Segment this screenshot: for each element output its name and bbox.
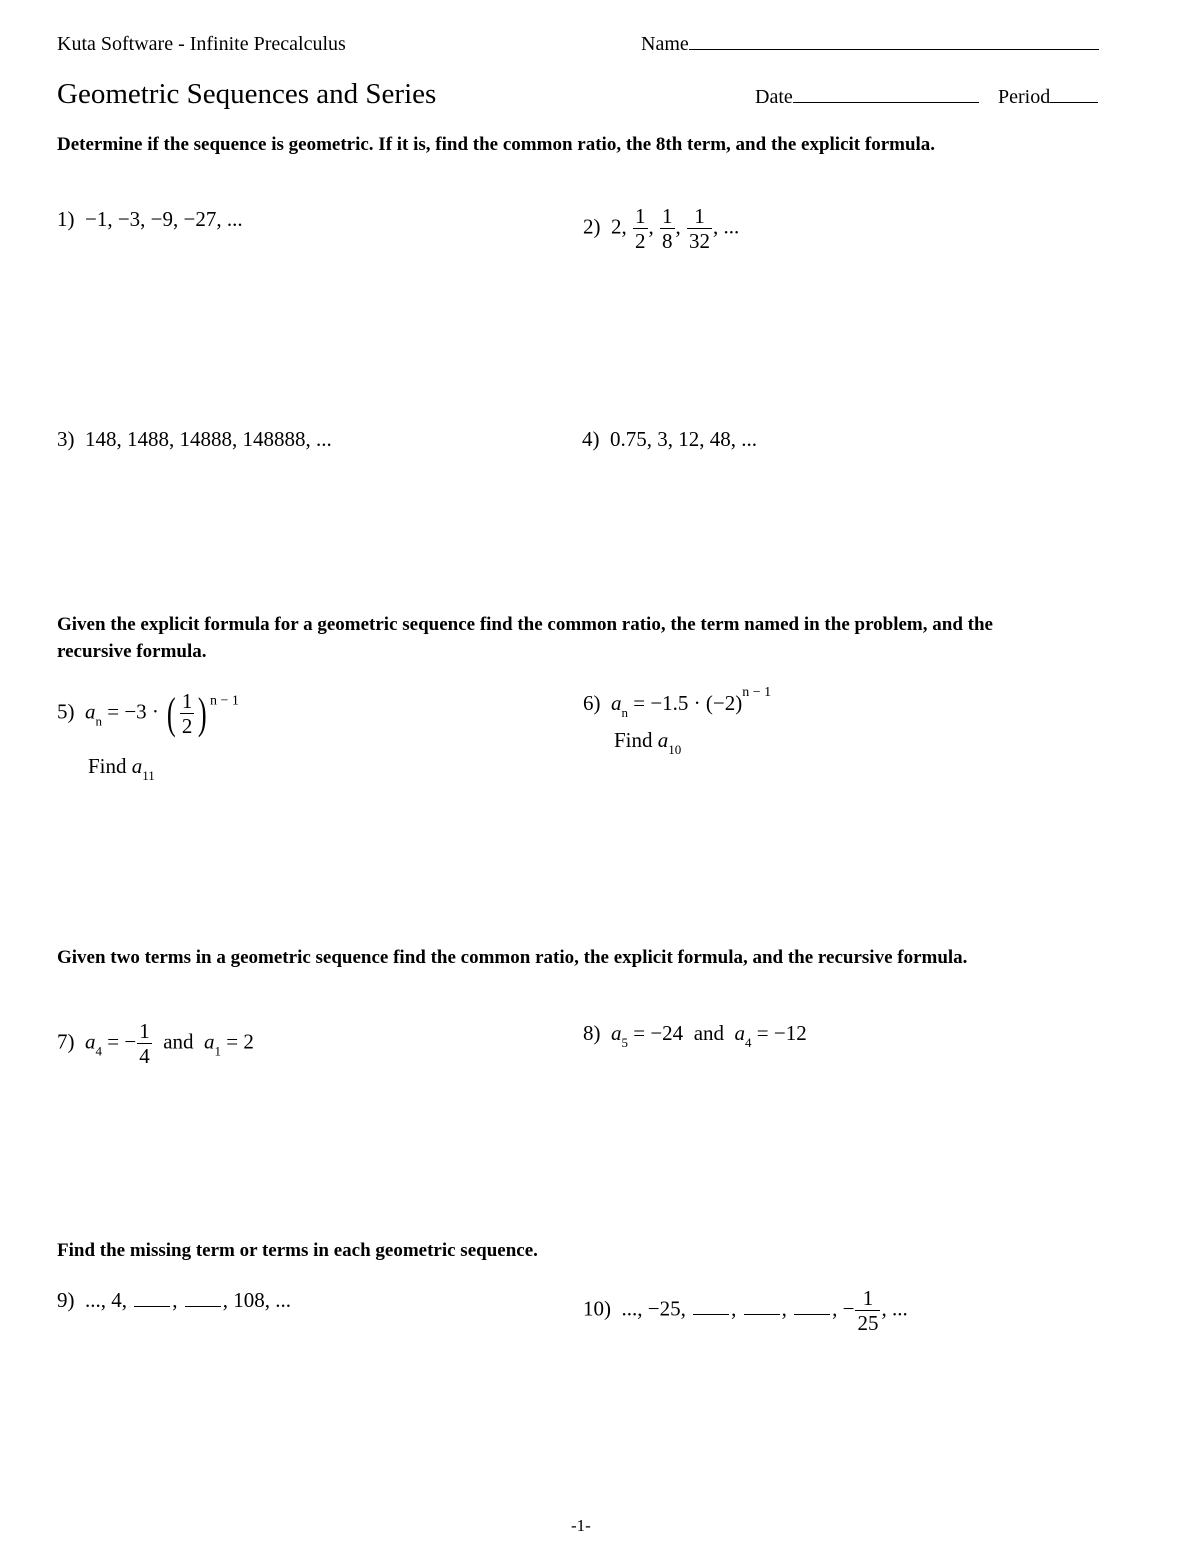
variable: a — [657, 728, 669, 752]
find-label: Find — [88, 754, 127, 778]
answer-blank[interactable] — [185, 1292, 221, 1307]
period-label: Period — [998, 86, 1051, 108]
problem-number: 5) — [57, 699, 75, 724]
problem-number: 9) — [57, 1288, 75, 1312]
problem-number: 6) — [583, 691, 601, 715]
sequence-lead: ..., 4, — [85, 1288, 127, 1312]
answer-blank[interactable] — [744, 1300, 780, 1315]
period-line — [1050, 86, 1098, 103]
name-field[interactable] — [641, 33, 1099, 56]
equation-rhs: = −3 · — [107, 699, 159, 724]
subscript: 10 — [668, 742, 682, 757]
numerator: 1 — [694, 204, 705, 228]
variable: a — [204, 1029, 215, 1054]
sequence-tail: ... — [891, 1296, 908, 1321]
problem-number: 4) — [582, 427, 600, 451]
denominator: 25 — [857, 1311, 879, 1335]
answer-blank[interactable] — [794, 1300, 830, 1315]
section-1-instruction: Determine if the sequence is geometric. If it is, find the common ratio, the 8th term, and the explicit formula. — [57, 134, 936, 155]
subscript: n — [621, 705, 628, 720]
problem-number: 1) — [57, 207, 75, 231]
numerator: 1 — [181, 689, 193, 713]
variable: a — [85, 1029, 96, 1054]
problem-number: 3) — [57, 427, 75, 451]
variable: a — [85, 699, 96, 724]
variable: a — [131, 754, 143, 778]
sequence-lead: 2, — [611, 214, 627, 239]
page-number: -1- — [571, 1516, 591, 1535]
denominator: 2 — [181, 714, 193, 738]
numerator: 1 — [662, 204, 673, 228]
subscript: 11 — [142, 768, 155, 783]
problem-number: 2) — [583, 214, 601, 239]
problem-5: 5) $a_n = -3$ · ( $\frac{1}{2}$ ) $^{n - 1}$ — [57, 688, 239, 738]
denominator: 32 — [689, 229, 710, 253]
subscript: 4 — [95, 1043, 102, 1059]
fraction — [855, 1287, 880, 1334]
sequence-tail: ... — [723, 214, 740, 239]
name-label: Name — [641, 33, 689, 55]
subscript: 5 — [621, 1035, 628, 1050]
name-line — [689, 33, 1099, 50]
problem-6-find — [614, 728, 682, 757]
fraction — [633, 205, 648, 252]
variable: a — [611, 1021, 622, 1045]
problem-5-find — [88, 754, 155, 783]
minus-sign: − — [842, 1296, 855, 1321]
equation-rhs: = −1.5 · (−2) — [633, 691, 743, 715]
problem-sequence: −1, −3, −9, −27, ... — [85, 207, 243, 231]
problem-2: 2) 2, $\frac{1}{2}$ , $\frac{1}{8}$ , $\frac{1}{32}$ , ... — [583, 204, 740, 253]
problem-number: 8) — [583, 1021, 601, 1045]
problem-sequence: 148, 1488, 14888, 148888, ... — [85, 427, 332, 451]
problem-7 — [57, 1020, 254, 1067]
section-4-instruction: Find the missing term or terms in each geometric sequence. — [57, 1240, 538, 1261]
problem-3 — [57, 427, 332, 452]
find-label: Find — [614, 728, 653, 752]
fraction — [660, 205, 675, 252]
and-word: and — [163, 1029, 194, 1054]
answer-blank[interactable] — [134, 1292, 170, 1307]
numerator: 1 — [139, 1019, 150, 1043]
exponent: n − 1 — [742, 685, 772, 700]
variable: a — [734, 1021, 746, 1045]
denominator: 2 — [635, 229, 646, 253]
problem-8 — [583, 1021, 807, 1050]
software-label: Kuta Software - Infinite Precalculus — [57, 33, 346, 55]
numerator: 1 — [635, 204, 646, 228]
section-3-instruction: Given two terms in a geometric sequence find the common ratio, the explicit formula, and the recursive formula. — [57, 947, 968, 968]
problem-6 — [583, 685, 772, 720]
variable: a — [611, 691, 622, 715]
subscript: n — [95, 713, 102, 729]
section-2-instruction: Given the explicit formula for a geometric sequence find the common ratio, the term named in the problem, and the recursive formula. — [57, 614, 993, 662]
problem-number: 7) — [57, 1029, 75, 1054]
denominator: 4 — [139, 1044, 150, 1068]
problem-10: 10) ..., −25, , , , − $\frac{1}{25}$ , ... — [583, 1286, 908, 1335]
problem-sequence: 0.75, 3, 12, 48, ... — [610, 427, 757, 451]
problem-1 — [57, 207, 243, 232]
equation-rhs: = −12 — [756, 1021, 807, 1045]
equation-rhs: = −24 — [633, 1021, 684, 1045]
problem-9: 9) ..., 4, , , 108, ... — [57, 1288, 291, 1312]
exponent: n − 1 — [210, 693, 239, 709]
numerator: 1 — [862, 1286, 874, 1310]
denominator: 8 — [662, 229, 673, 253]
sequence-lead: ..., −25, — [621, 1296, 686, 1321]
fraction — [180, 690, 195, 737]
problem-4 — [582, 427, 757, 452]
date-line — [793, 86, 979, 103]
equation-rhs: = − — [107, 1029, 137, 1054]
subscript: 1 — [214, 1043, 222, 1059]
and-word: and — [693, 1021, 725, 1045]
problem-number: 10) — [583, 1296, 611, 1321]
date-label: Date — [755, 86, 793, 108]
fraction — [687, 205, 712, 252]
equation-rhs: = 2 — [226, 1029, 254, 1054]
fraction — [137, 1020, 152, 1067]
period-field[interactable] — [998, 86, 1098, 109]
worksheet-title: Geometric Sequences and Series — [57, 78, 437, 110]
answer-blank[interactable] — [693, 1300, 729, 1315]
date-field[interactable] — [755, 86, 979, 109]
sequence-tail: 108, ... — [233, 1288, 291, 1312]
subscript: 4 — [745, 1035, 752, 1050]
